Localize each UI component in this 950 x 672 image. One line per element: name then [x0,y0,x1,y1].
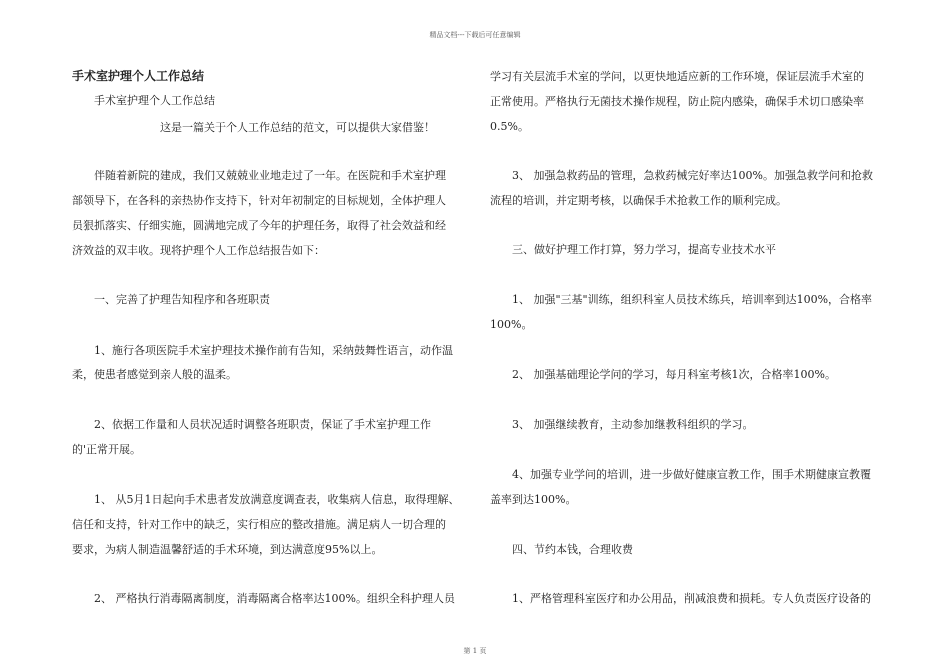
paragraph-line: 1、 加强"三基"训练，组织科室人员技术练兵，培训率到达100%，合格率 [512,293,873,306]
paragraph-line: 济效益的双丰收。现将护理个人工作总结报告如下： [72,244,325,257]
section-heading: 四、节约本钱，合理收费 [512,543,633,556]
section-heading: 三、做好护理工作打算，努力学习，提高专业技术水平 [512,243,776,256]
paragraph-line: 信任和支持，针对工作中的缺乏，实行相应的整改措施。满足病人一切合理的 [72,518,446,531]
paragraph-line: 3、 加强继续教育，主动参加继教科组织的学习。 [512,418,754,431]
document-title: 手术室护理个人工作总结 [72,69,205,83]
page-number: 第 1 页 [463,647,487,655]
paragraph-line: 要求，为病人制造温馨舒适的手术环境，到达满意度95%以上。 [72,543,383,556]
paragraph-line: 2、 加强基础理论学问的学习，每月科室考核1次，合格率100%。 [512,368,836,381]
paragraph-line: 正常使用。严格执行无菌技术操作规程，防止院内感染，确保手术切口感染率 [490,95,864,108]
paragraph-line: 0.5%。 [490,120,529,133]
paragraph-line: 流程的培训，并定期考核，以确保手术抢救工作的顺利完成。 [490,194,787,207]
paragraph-line: 100%。 [490,318,533,331]
paragraph-line: 学习有关层流手术室的学问，以更快地适应新的工作环境，保证层流手术室的 [490,70,864,83]
intro-note: 这是一篇关于个人工作总结的范文，可以提供大家借鉴！ [160,121,435,134]
paragraph-line: 盖率到达100%。 [490,493,577,506]
paragraph-line: 部领导下，在各科的亲热协作支持下，针对年初制定的目标规划，全体护理人 [72,194,446,207]
paragraph-line: 员狠抓落实、仔细实施，圆满地完成了今年的护理任务，取得了社会效益和经 [72,219,446,232]
paragraph-line: 4、加强专业学问的培训，进一步做好健康宣教工作，围手术期健康宣教覆 [512,468,871,481]
document-subtitle: 手术室护理个人工作总结 [94,94,215,107]
paragraph-line: 1、严格管理科室医疗和办公用品，削减浪费和损耗。专人负责医疗设备的 [512,592,871,605]
paragraph-line: 2、依据工作量和人员状况适时调整各班职责，保证了手术室护理工作 [94,418,431,431]
paragraph-line: 1、 从5月1日起向手术患者发放满意度调查表，收集病人信息，取得理解、 [94,493,460,506]
page-header: 精品文档---下载后可任意编辑 [429,31,521,39]
paragraph-line: 伴随着新院的建成，我们又兢兢业业地走过了一年。在医院和手术室护理 [94,169,446,182]
section-heading: 一、完善了护理告知程序和各班职责 [94,293,270,306]
paragraph-line: 3、 加强急救药品的管理，急救药械完好率达100%。加强急救学问和抢救 [512,169,873,182]
paragraph-line: 的'正常开展。 [72,443,142,456]
paragraph-line: 柔，使患者感觉到亲人般的温柔。 [72,368,237,381]
paragraph-line: 2、 严格执行消毒隔离制度，消毒隔离合格率达100%。组织全科护理人员 [94,592,455,605]
paragraph-line: 1、施行各项医院手术室护理技术操作前有告知，采纳鼓舞性语言，动作温 [94,344,453,357]
